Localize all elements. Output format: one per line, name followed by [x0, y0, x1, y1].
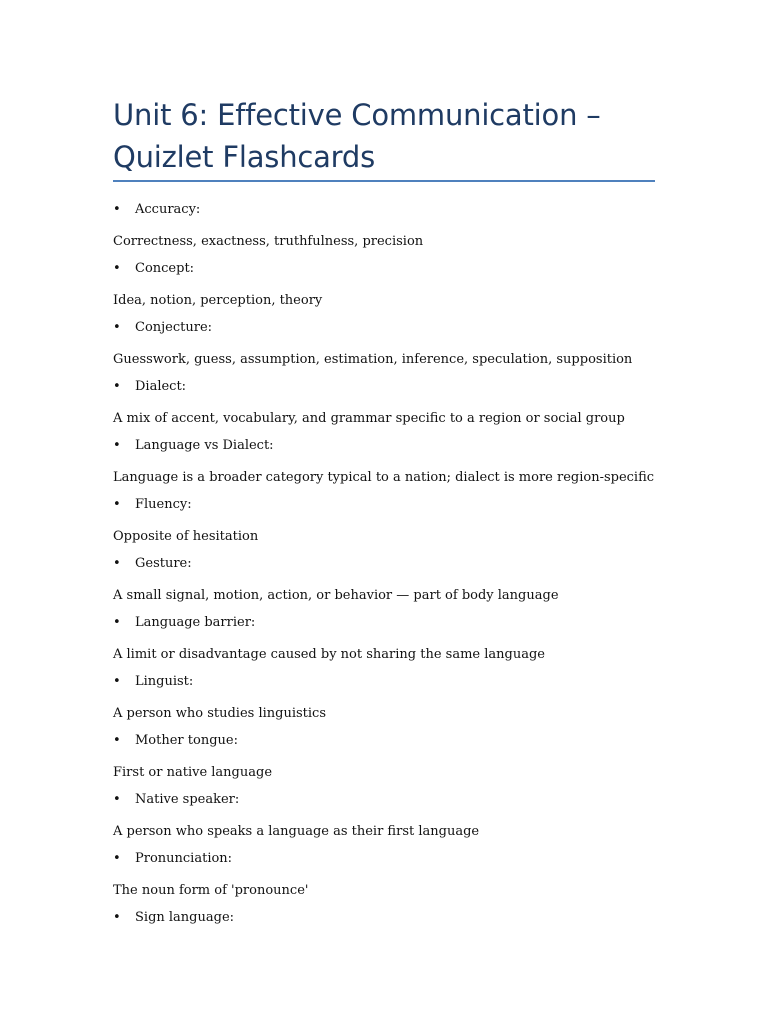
definition-text: First or native language	[113, 765, 273, 780]
list-item	[113, 491, 655, 550]
term-label: Fluency:	[135, 497, 192, 512]
term-label: Dialect:	[135, 379, 187, 394]
list-item	[113, 904, 655, 963]
bullet-icon: •	[113, 674, 121, 689]
term-label: Conjecture:	[135, 320, 213, 335]
bullet-icon: •	[113, 261, 121, 276]
term-label: Sign language:	[135, 910, 235, 925]
list-item	[113, 314, 655, 373]
page-title: Unit 6: Effective Communication – Quizlet Flashcards	[113, 98, 601, 174]
list-item	[113, 786, 655, 845]
bullet-icon: •	[113, 379, 121, 394]
term-label: Native speaker:	[135, 792, 240, 807]
list-item	[113, 727, 655, 786]
title-underline	[113, 180, 655, 182]
definition-text: Guesswork, guess, assumption, estimation, inference, speculation, supposition	[113, 352, 633, 367]
bullet-icon: •	[113, 910, 121, 925]
bullet-icon: •	[113, 497, 121, 512]
term-label: Mother tongue:	[135, 733, 238, 748]
list-item	[113, 609, 655, 668]
term-label: Concept:	[135, 261, 195, 276]
definition-text: Language is a broader category typical to a nation; dialect is more region-specific	[113, 470, 655, 485]
term-label: Gesture:	[135, 556, 192, 571]
term-label: Pronunciation:	[135, 851, 233, 866]
definition-text: The noun form of 'pronounce'	[113, 883, 309, 898]
bullet-icon: •	[113, 615, 121, 630]
bullet-icon: •	[113, 320, 121, 335]
term-label: Language vs Dialect:	[135, 438, 274, 453]
list-item	[113, 845, 655, 904]
definition-text: Opposite of hesitation	[113, 529, 259, 544]
definition-text: Idea, notion, perception, theory	[113, 293, 323, 308]
list-item	[113, 196, 655, 255]
term-label: Language barrier:	[135, 615, 256, 630]
definition-text: A person who studies linguistics	[113, 706, 327, 721]
bullet-icon: •	[113, 851, 121, 866]
definition-text: A person who speaks a language as their first language	[113, 824, 480, 839]
list-item	[113, 668, 655, 727]
list-item	[113, 432, 655, 491]
bullet-icon: •	[113, 202, 121, 217]
bullet-icon: •	[113, 792, 121, 807]
list-item	[113, 255, 655, 314]
flashcard-list	[113, 196, 655, 963]
definition-text: A limit or disadvantage caused by not sharing the same language	[113, 647, 545, 662]
definition-text: A small signal, motion, action, or behavior — part of body language	[113, 588, 559, 603]
term-label: Linguist:	[135, 674, 194, 689]
term-label: Accuracy:	[135, 202, 201, 217]
list-item	[113, 550, 655, 609]
definition-text: Correctness, exactness, truthfulness, precision	[113, 234, 424, 249]
bullet-icon: •	[113, 438, 121, 453]
bullet-icon: •	[113, 556, 121, 571]
list-item	[113, 373, 655, 432]
definition-text: A mix of accent, vocabulary, and grammar specific to a region or social group	[113, 411, 625, 426]
bullet-icon: •	[113, 733, 121, 748]
